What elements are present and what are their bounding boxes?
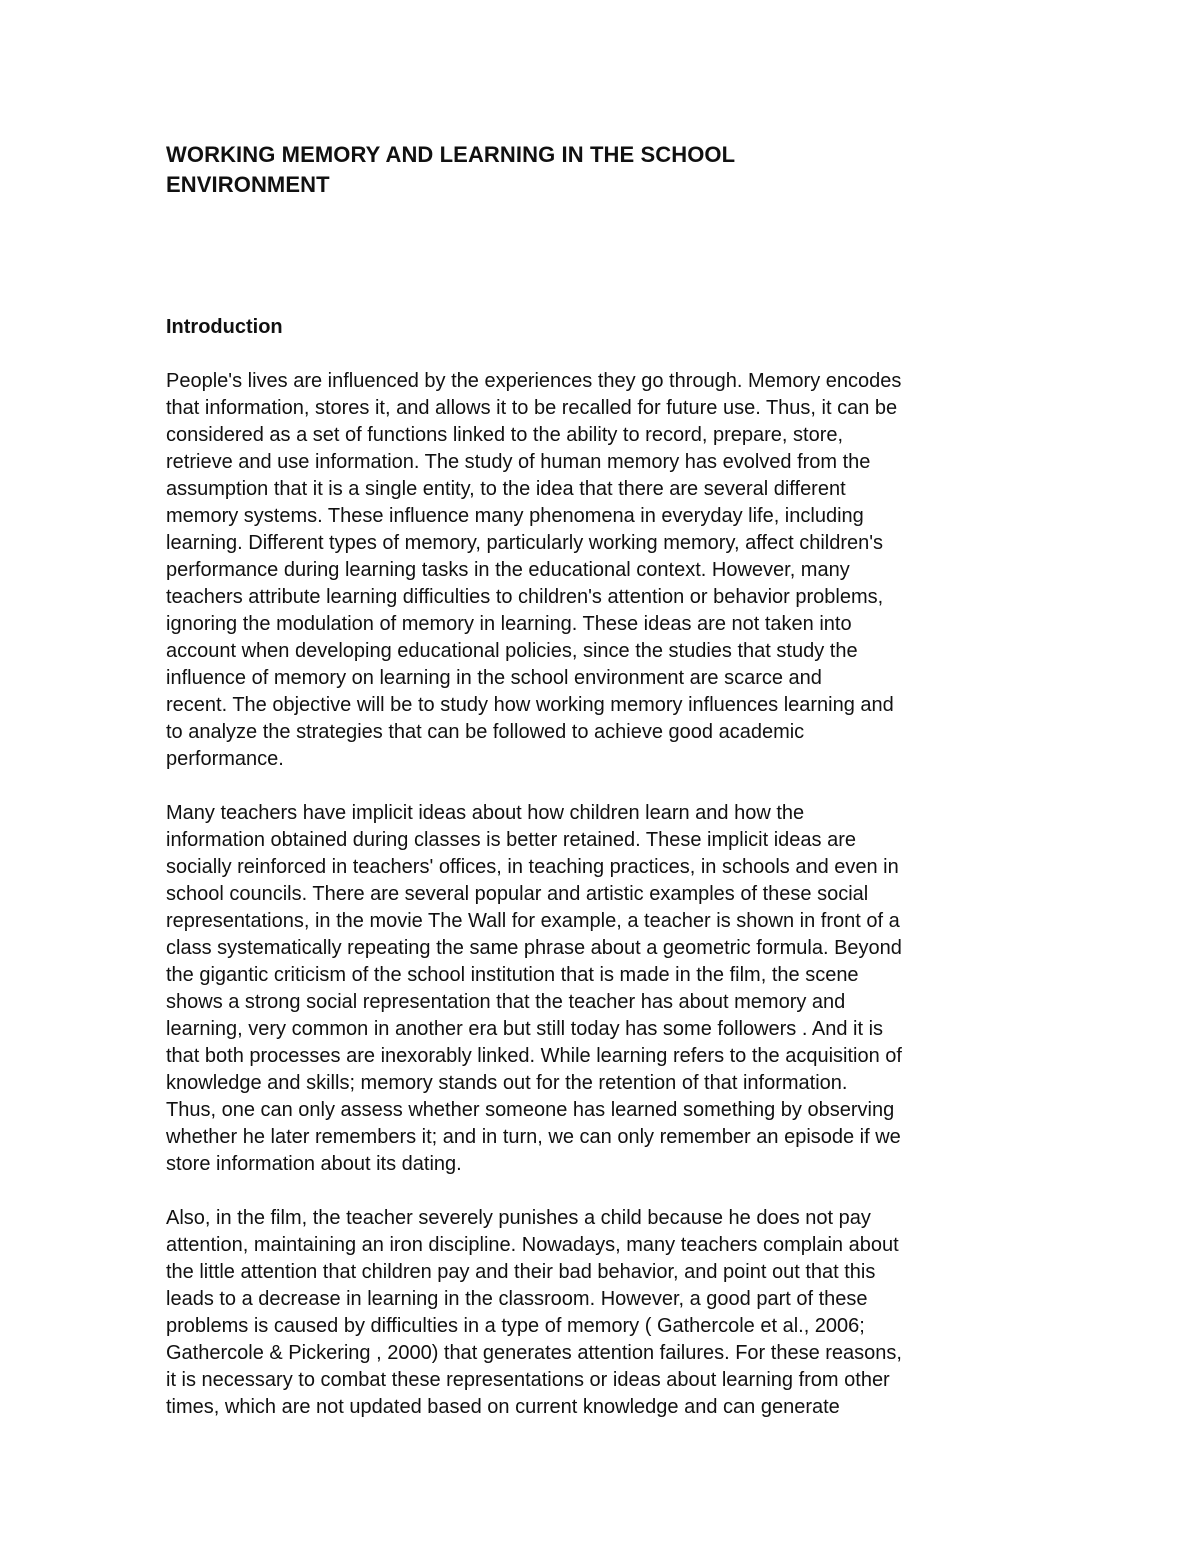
title-line: WORKING MEMORY AND LEARNING IN THE SCHOOL (166, 142, 736, 167)
text-line: memory systems. These influence many phenomena in everyday life, including (166, 505, 864, 527)
document-title (166, 140, 1046, 200)
text-line: class systematically repeating the same phrase about a geometric formula. Beyond (166, 937, 902, 959)
text-line: it is necessary to combat these representations or ideas about learning from other (166, 1369, 890, 1391)
text-line: recent. The objective will be to study how working memory influences learning and (166, 694, 894, 716)
text-line: that both processes are inexorably linked. While learning refers to the acquisition of (166, 1045, 902, 1067)
paragraph-1 (166, 368, 1046, 773)
text-line: problems is caused by difficulties in a type of memory ( Gathercole et al., 2006; (166, 1315, 865, 1337)
text-line: whether he later remembers it; and in turn, we can only remember an episode if we (166, 1126, 901, 1148)
text-line: school councils. There are several popular and artistic examples of these social (166, 883, 869, 905)
text-line: learning. Different types of memory, particularly working memory, affect children's (166, 532, 884, 554)
text-line: ignoring the modulation of memory in learning. These ideas are not taken into (166, 613, 852, 635)
text-line: Many teachers have implicit ideas about how children learn and how the (166, 802, 805, 824)
text-line: to analyze the strategies that can be followed to achieve good academic (166, 721, 805, 743)
title-line: ENVIRONMENT (166, 172, 330, 197)
text-line: attention, maintaining an iron discipline. Nowadays, many teachers complain about (166, 1234, 899, 1256)
text-line: retrieve and use information. The study of human memory has evolved from the (166, 451, 871, 473)
text-line: socially reinforced in teachers' offices, in teaching practices, in schools and even in (166, 856, 899, 878)
text-line: performance during learning tasks in the educational context. However, many (166, 559, 850, 581)
text-line: influence of memory on learning in the school environment are scarce and (166, 667, 822, 689)
text-line: the little attention that children pay and their bad behavior, and point out that this (166, 1261, 876, 1283)
text-line: that information, stores it, and allows it to be recalled for future use. Thus, it can be (166, 397, 898, 419)
text-line: the gigantic criticism of the school institution that is made in the film, the scene (166, 964, 859, 986)
paragraph-3 (166, 1205, 1046, 1421)
text-line: People's lives are influenced by the experiences they go through. Memory encodes (166, 370, 902, 392)
text-line: teachers attribute learning difficulties to children's attention or behavior problems, (166, 586, 884, 608)
text-line: considered as a set of functions linked to the ability to record, prepare, store, (166, 424, 844, 446)
paragraph-2 (166, 800, 1046, 1178)
text-line: Gathercole & Pickering , 2000) that generates attention failures. For these reasons, (166, 1342, 902, 1364)
text-line: assumption that it is a single entity, to the idea that there are several different (166, 478, 846, 500)
text-line: Also, in the film, the teacher severely punishes a child because he does not pay (166, 1207, 871, 1229)
text-line: store information about its dating. (166, 1153, 462, 1175)
text-line: performance. (166, 748, 284, 770)
text-line: leads to a decrease in learning in the classroom. However, a good part of these (166, 1288, 868, 1310)
text-line: knowledge and skills; memory stands out for the retention of that information. (166, 1072, 848, 1094)
text-line: Thus, one can only assess whether someone has learned something by observing (166, 1099, 895, 1121)
section-heading-introduction: Introduction (166, 316, 283, 338)
text-line: representations, in the movie The Wall for example, a teacher is shown in front of a (166, 910, 900, 932)
text-line: shows a strong social representation that the teacher has about memory and (166, 991, 846, 1013)
document-page (166, 140, 1046, 1421)
text-line: information obtained during classes is better retained. These implicit ideas are (166, 829, 856, 851)
text-line: times, which are not updated based on current knowledge and can generate (166, 1396, 840, 1418)
text-line: account when developing educational policies, since the studies that study the (166, 640, 858, 662)
text-line: learning, very common in another era but still today has some followers . And it is (166, 1018, 884, 1040)
